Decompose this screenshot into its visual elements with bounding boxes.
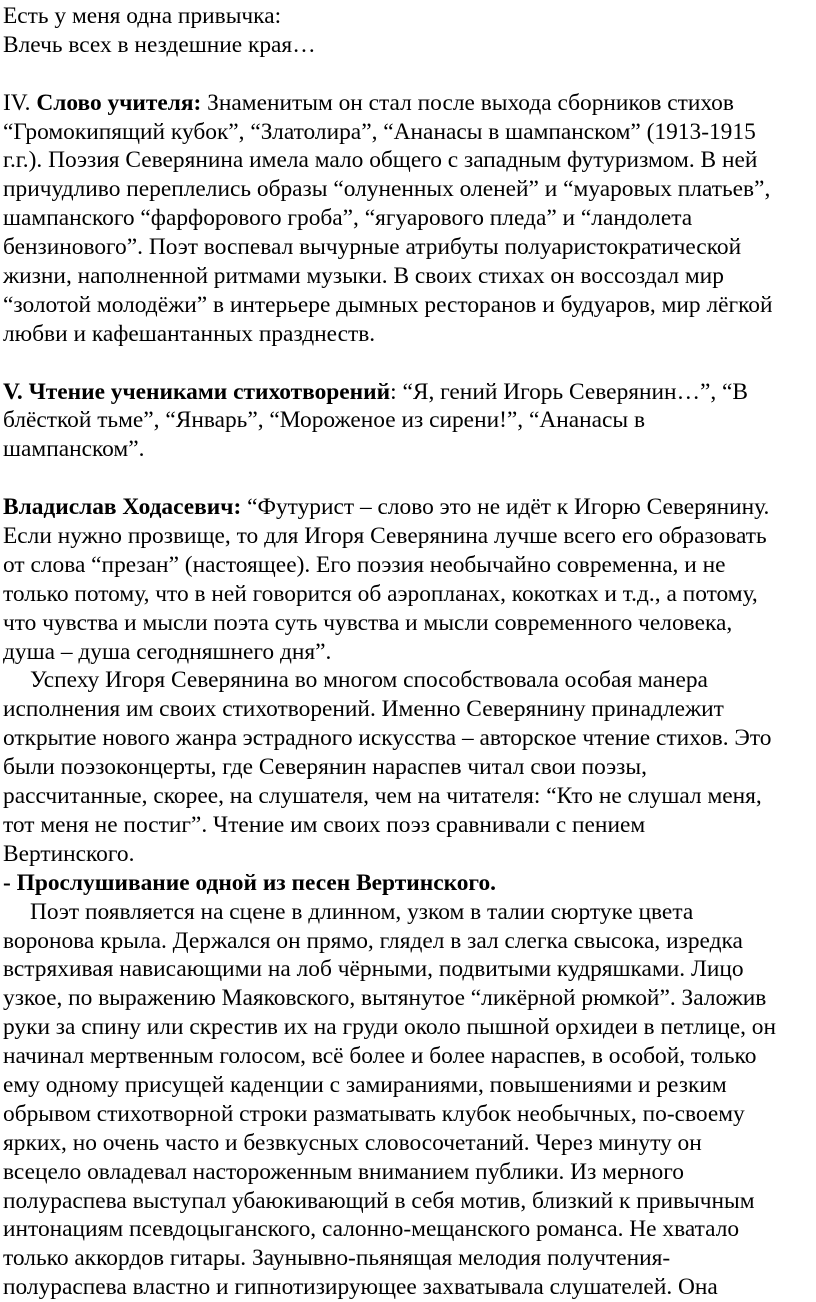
success-paragraph-line: были поэзоконцерты, где Северянин нараспев читал свои поэзы, [3, 754, 647, 781]
section4-heading: Слово учителя: [36, 89, 202, 116]
section4-line: любви и кафешантанных празднеств. [3, 320, 376, 347]
poet-paragraph-line: начинал мертвенным голосом, всё более и более нараспев, в особой, только [3, 1043, 757, 1070]
khodasevich-line: от слова “презан” (настоящее). Его поэзия необычайно современна, и не [3, 551, 726, 578]
section5-text: : “Я, гений Игорь Северянин…”, “В [390, 378, 749, 405]
section4-line: “Громокипящий кубок”, “Златолира”, “Ананасы в шампанском” (1913-1915 [3, 118, 756, 145]
success-paragraph-line: Вертинского. [3, 840, 135, 867]
listening-heading-text: - Прослушивание одной из песен Вертинского. [3, 869, 497, 896]
poet-paragraph-line: полураспева выступал убаюкивающий в себя мотив, близкий к привычным [3, 1187, 755, 1214]
poet-paragraph-line: узкое, по выражению Маяковского, вытянутое “ликёрной рюмкой”. Заложив [3, 985, 767, 1012]
success-paragraph-line: исполнения им своих стихотворений. Именно Северянину принадлежит [3, 696, 724, 723]
poet-paragraph-line: интонациям псевдоцыганского, салонно-мещанского романса. Не хватало [3, 1216, 740, 1243]
section4-line: жизни, наполненной ритмами музыки. В своих стихах он воссоздал мир [3, 263, 724, 290]
section4-line: “золотой молодёжи” в интерьере дымных ресторанов и будуаров, мир лёгкой [3, 291, 773, 318]
poet-paragraph-line: обрывом стихотворной строки разматывать клубок необычных, по-своему [3, 1100, 745, 1127]
blank-line [3, 349, 812, 378]
poet-paragraph-line: ярких, но очень часто и безвкусных словосочетаний. Через минуту он [3, 1129, 702, 1156]
khodasevich-first-line [3, 493, 812, 522]
section5-first-line [3, 378, 812, 407]
poet-paragraph-line: Поэт появляется на сцене в длинном, узком в талии сюртуке цвета [30, 898, 694, 925]
khodasevich-line: что чувства и мысли поэта суть чувства и мысли современного человека, [3, 609, 733, 636]
blank-line [3, 60, 812, 89]
success-paragraph-line: открытие нового жанра эстрадного искусства – авторское чтение стихов. Это [3, 725, 772, 752]
section4-first-line [3, 89, 812, 118]
success-paragraph-line: тот меня не постиг”. Чтение им своих поэз сравнивали с пением [3, 811, 646, 838]
section4-line: причудливо переплелись образы “олуненных оленей” и “муаровых платьев”, [3, 176, 771, 203]
section4-text: Знаменитым он стал после выхода сборников стихов [201, 89, 734, 116]
poet-paragraph-line: руки за спину или скрестив их на груди около пышной орхидеи в петлице, он [3, 1014, 776, 1041]
poet-paragraph-line: только аккордов гитары. Заунывно-пьянящая мелодия получтения- [3, 1245, 671, 1272]
section5-line: шампанском”. [3, 436, 145, 463]
khodasevich-line: только потому, что в ней говорится об аэропланах, кокотках и т.д., а потому, [3, 580, 758, 607]
khodasevich-text: “Футурист – слово это не идёт к Игорю Северянину. [241, 494, 770, 521]
section5-line: блёсткой тьме”, “Январь”, “Мороженое из сирени!”, “Ананасы в [3, 407, 646, 434]
section4-line: бензинового”. Поэт воспевал вычурные атрибуты полуаристократической [3, 234, 742, 261]
poet-paragraph-line: всецело овладевал настороженным вниманием публики. Из мерного [3, 1158, 684, 1185]
poet-paragraph-line: ему одному присущей каденции с замираниями, повышениями и резким [3, 1071, 727, 1098]
section4-line: г.г.). Поэзия Северянина имела мало общего с западным футуризмом. В ней [3, 147, 758, 174]
intro-line-2: Влечь всех в нездешние края… [3, 31, 316, 58]
section4-numeral: IV. [3, 89, 37, 116]
success-paragraph-line: рассчитанные, скорее, на слушателя, чем на читателя: “Кто не слушал меня, [3, 783, 762, 810]
poet-paragraph-line: полураспева властно и гипнотизирующее захватывала слушателей. Она [3, 1274, 718, 1301]
khodasevich-heading: Владислав Ходасевич: [3, 494, 242, 521]
section4-line: шампанского “фарфорового гроба”, “ягуарового пледа” и “ландолета [3, 205, 693, 232]
section5-heading: V. Чтение учениками стихотворений [3, 378, 391, 405]
khodasevich-line: Если нужно прозвище, то для Игоря Северянина лучше всего его образовать [3, 523, 767, 550]
khodasevich-line: душа – душа сегодняшнего дня”. [3, 638, 332, 665]
intro-line-1: Есть у меня одна привычка: [3, 3, 282, 29]
listening-heading [3, 869, 812, 898]
success-paragraph-line: Успеху Игоря Северянина во многом способствовала особая манера [30, 667, 708, 694]
blank-line [3, 464, 812, 493]
poet-paragraph-line: встряхивая нависающими на лоб чёрными, подвитыми кудряшками. Лицо [3, 956, 744, 983]
poet-paragraph-line: воронова крыла. Держался он прямо, глядел в зал слегка свысока, изредка [3, 927, 743, 954]
